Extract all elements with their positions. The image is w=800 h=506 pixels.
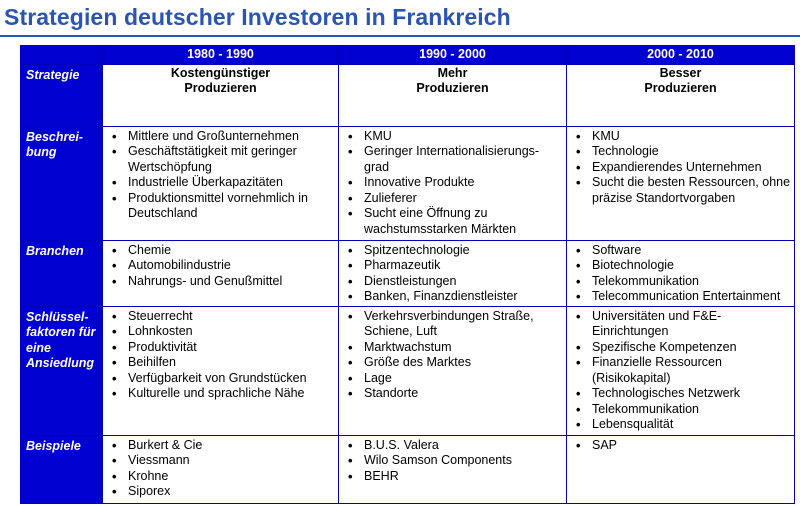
industries-list-1990 [343,243,564,305]
row-beschreibung [21,126,795,240]
list-item: • B.U.S. Valera [348,437,439,453]
list-item: • Lebensqualität [576,417,674,432]
description-cell-1990 [339,126,567,240]
list-item: • Beihilfen [112,355,176,370]
list-item: • Telekommunikation [576,273,699,289]
factors-list-1990 [343,309,564,402]
list-item: • KMU [576,128,620,144]
column-header-2000: 2000 - 2010 [567,46,795,65]
list-item: • Lage [348,370,392,386]
header-row [21,46,795,65]
list-item: • Verkehrsverbindungen Straße, Schiene, Luft [348,308,534,338]
factors-cell-1990 [339,306,567,435]
list-item: • Chemie [112,242,172,258]
industries-list-2000 [571,243,792,305]
list-item: • Steuerrecht [112,308,193,324]
list-item: • Größe des Marktes [348,355,471,370]
description-cell-1980 [103,126,339,240]
list-item: • Software [576,242,642,258]
description-list-2000 [571,129,792,207]
list-item: • Biotechnologie [576,258,675,273]
strategy-matrix [20,45,795,504]
list-item: • Zulieferer [348,190,417,206]
list-item: • Produktionsmittel vornehmlich in Deutschland [112,190,308,220]
list-item: • Viessmann [112,453,190,468]
list-item: • Spitzentechnologie [348,242,470,258]
list-item: • Dienstleistungen [348,273,457,289]
list-item: • Mittlere und Großunternehmen [112,128,299,144]
list-item: • Marktwachstum [348,339,452,355]
examples-cell-2000 [567,435,795,504]
list-item: • Sucht eine Öffnung zu wachstumsstarken Märkten [348,206,517,236]
strategy-cell-1990: Mehr Produzieren [339,64,567,126]
factors-list-1980 [107,309,336,402]
row-beispiele [21,435,795,504]
strategy-cell-1980: Kostengünstiger Produzieren [103,64,339,126]
page-title: Strategien deutscher Investoren in Frankreich [4,4,511,30]
list-item: • Burkert & Cie [112,437,203,453]
column-header-1990: 1990 - 2000 [339,46,567,65]
industries-cell-2000 [567,240,795,306]
header-corner [21,46,103,65]
row-label-branchen: Branchen [21,240,103,306]
list-item: • Geschäftstätigkeit mit geringer Wertschöpfung [112,144,297,174]
list-item: • Sucht die besten Ressourcen, ohne präzise Standortvorgaben [576,175,791,205]
row-label-schluesselfaktoren: Schlüssel- faktoren für eine Ansiedlung [21,306,103,435]
list-item: • Lohnkosten [112,324,193,339]
list-item: • Spezifische Kompetenzen [576,339,737,355]
list-item: • Siporex [112,484,171,499]
list-item: • Industrielle Überkapazitäten [112,175,283,190]
description-list-1990 [343,129,564,238]
list-item: • BEHR [348,468,399,484]
list-item: • Krohne [112,468,169,484]
column-header-1980: 1980 - 1990 [103,46,339,65]
industries-list-1980 [107,243,336,290]
industries-cell-1980 [103,240,339,306]
examples-list-2000 [571,438,792,454]
list-item: • Standorte [348,386,419,401]
examples-cell-1980 [103,435,339,504]
list-item: • Finanzielle Ressourcen (Risikokapital) [576,355,722,385]
industries-cell-1990 [339,240,567,306]
row-strategie [21,64,795,126]
row-schluesselfaktoren [21,306,795,435]
factors-list-2000 [571,309,792,433]
list-item: • Banken, Finanzdienstleister [348,289,518,304]
row-label-beispiele: Beispiele [21,435,103,504]
strategy-cell-2000: Besser Produzieren [567,64,795,126]
title-underline [0,35,800,37]
list-item: • Technologie [576,144,659,159]
row-label-beschreibung: Beschrei- bung [21,126,103,240]
list-item: • Expandierendes Unternehmen [576,159,762,175]
list-item: • SAP [576,437,618,453]
list-item: • Geringer Internationalisierungs-grad [348,144,540,174]
examples-list-1990 [343,438,564,485]
examples-list-1980 [107,438,336,500]
list-item: • Nahrungs- und Genußmittel [112,273,283,289]
list-item: • Automobilindustrie [112,258,231,273]
list-item: • Innovative Produkte [348,175,475,190]
list-item: • Verfügbarkeit von Grundstücken [112,370,307,386]
list-item: • Universitäten und F&E-Einrichtungen [576,308,722,338]
factors-cell-2000 [567,306,795,435]
list-item: • Kulturelle und sprachliche Nähe [112,386,305,401]
list-item: • Telekommunikation [576,401,699,417]
description-list-1980 [107,129,336,222]
list-item: • Wilo Samson Components [348,453,512,468]
list-item: • KMU [348,128,392,144]
description-cell-2000 [567,126,795,240]
factors-cell-1980 [103,306,339,435]
list-item: • Technologisches Netzwerk [576,386,740,401]
row-label-strategie: Strategie [21,64,103,126]
row-branchen [21,240,795,306]
list-item: • Produktivität [112,339,197,355]
list-item: • Pharmazeutik [348,258,441,273]
list-item: • Telecommunication Entertainment [576,289,781,304]
examples-cell-1990 [339,435,567,504]
